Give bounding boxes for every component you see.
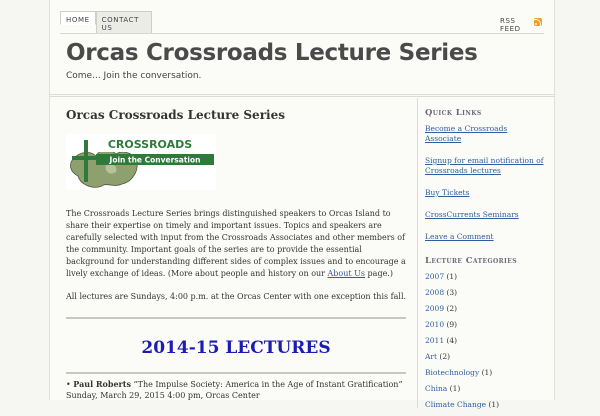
category-count: (2) [446, 304, 458, 313]
category-link[interactable]: 2007 [425, 272, 445, 281]
page-container [49, 0, 555, 409]
category-link[interactable]: 2008 [425, 288, 445, 297]
lecture-item [66, 379, 403, 401]
category-item [425, 384, 545, 394]
category-link[interactable]: 2011 [425, 336, 445, 345]
quick-link-crosscurrents[interactable]: CrossCurrents Seminars [425, 210, 519, 219]
category-link[interactable]: Climate Change [425, 400, 487, 409]
category-item [425, 336, 545, 346]
main-content [66, 108, 408, 400]
section-divider-top [66, 317, 406, 319]
sidebar-divider [417, 98, 418, 408]
category-count: (9) [446, 320, 458, 329]
category-list [425, 272, 545, 410]
category-link[interactable]: 2009 [425, 304, 445, 313]
top-nav [60, 11, 152, 34]
quick-link-email-signup[interactable]: Signup for email notification of Crossroads lectures [425, 156, 544, 175]
post-title[interactable]: Orcas Crossroads Lecture Series [66, 108, 285, 122]
lecture-speaker: Paul Roberts [73, 379, 131, 389]
category-count: (3) [446, 288, 458, 297]
tab-contact-us[interactable]: CONTACT US [96, 11, 152, 34]
rss-feed-link[interactable]: RSS FEED [500, 17, 521, 33]
quick-links-heading: Quick Links [425, 108, 482, 118]
lectures-heading: 2014-15 LECTURES [141, 338, 331, 358]
logo-tagline: Join the Conversation [109, 155, 201, 165]
tab-home[interactable]: HOME [60, 11, 96, 25]
category-count: (1) [488, 400, 500, 409]
lecture-when: Sunday, March 29, 2015 4:00 pm, Orcas Center [66, 391, 260, 400]
category-item [425, 288, 545, 298]
intro-paragraph [66, 208, 408, 280]
intro-text-end: page.) [365, 269, 393, 278]
rss-icon[interactable] [534, 18, 542, 26]
category-item [425, 352, 545, 362]
quick-link-buy-tickets[interactable]: Buy Tickets [425, 188, 470, 197]
category-count: (1) [449, 384, 461, 393]
site-title[interactable]: Orcas Crossroads Lecture Series [66, 40, 478, 66]
logo-name: CROSSROADS [107, 138, 193, 151]
bullet: • [66, 380, 71, 389]
categories-heading: Lecture Categories [425, 256, 517, 266]
sidebar [425, 108, 545, 416]
category-item [425, 368, 545, 378]
top-divider [60, 33, 544, 34]
crossroads-logo [66, 134, 216, 190]
category-link[interactable]: China [425, 384, 448, 393]
sunday-note: All lectures are Sundays, 4:00 p.m. at the Orcas Center with one exception this fall. [66, 292, 407, 301]
category-count: (1) [481, 368, 493, 377]
about-us-link[interactable]: About Us [327, 269, 366, 278]
category-link[interactable]: Biotechnology [425, 368, 480, 377]
category-item [425, 320, 545, 330]
category-count: (2) [439, 352, 451, 361]
quick-link-leave-comment[interactable]: Leave a Comment [425, 232, 494, 241]
category-count: (1) [446, 272, 458, 281]
category-item [425, 400, 545, 410]
category-count: (4) [446, 336, 458, 345]
lecture-title: “The Impulse Society: America in the Age of Instant Gratification” [130, 380, 403, 389]
category-link[interactable]: 2010 [425, 320, 445, 329]
category-item [425, 272, 545, 282]
category-link[interactable]: Art [425, 352, 438, 361]
quick-links [425, 124, 545, 242]
section-divider-bottom [66, 372, 406, 374]
category-item [425, 304, 545, 314]
header-divider [50, 94, 554, 97]
intro-text: The Crossroads Lecture Series brings distinguished speakers to Orcas Island to share their expertise on timely and important issues. Topics and speakers are carefully selected with input from the Crossroads Associates and other members of the community. Important goals of the series are to provide the essential background for understanding different sides of complex issues and to encourage a lively exchange of ideas. (More about people and history on our [66, 209, 406, 278]
site-tagline: Come... Join the conversation. [66, 71, 202, 81]
quick-link-become-associate[interactable]: Become a Crossroads Associate [425, 124, 508, 143]
